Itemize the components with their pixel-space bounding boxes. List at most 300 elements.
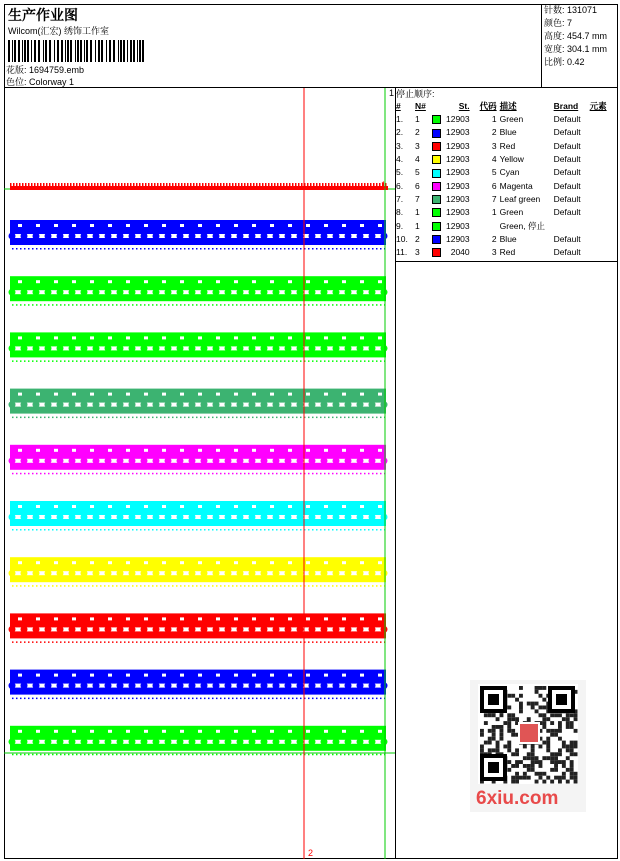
qr-module xyxy=(511,776,515,780)
qr-module xyxy=(546,745,550,749)
stop-sequence-table xyxy=(396,100,618,259)
qr-module xyxy=(542,772,546,776)
row-brand: Default xyxy=(553,114,581,125)
barcode-bar xyxy=(57,40,59,62)
color-swatch xyxy=(432,129,441,138)
qr-module xyxy=(523,772,527,776)
qr-module xyxy=(550,752,554,756)
qr-module xyxy=(519,702,523,706)
row-desc: Red xyxy=(499,247,516,258)
row-index: 2. xyxy=(396,127,404,138)
row-stitches: 12903 xyxy=(446,180,470,191)
qr-module xyxy=(507,729,511,733)
qr-module xyxy=(566,725,570,729)
qr-module xyxy=(531,748,535,752)
row-index: 11. xyxy=(396,247,408,258)
row-needle: 5 xyxy=(415,167,420,178)
stitch-band xyxy=(9,332,388,362)
stat-stitches: 针数: 131071 xyxy=(544,5,598,15)
barcode-bar xyxy=(84,40,85,62)
row-needle: 2 xyxy=(415,233,420,244)
qr-module xyxy=(542,717,546,721)
qr-module xyxy=(507,706,511,710)
qr-module xyxy=(554,752,558,756)
col-code: 代码 xyxy=(479,101,497,111)
qr-module xyxy=(492,729,496,733)
table-row xyxy=(396,113,618,126)
qr-module xyxy=(566,780,570,784)
qr-module xyxy=(500,713,504,717)
qr-module xyxy=(535,756,539,760)
qr-module xyxy=(519,776,523,780)
row-desc: Cyan xyxy=(499,167,520,178)
qr-module xyxy=(503,745,507,749)
qr-module xyxy=(574,717,578,721)
qr-module xyxy=(511,729,515,733)
barcode-bar xyxy=(98,40,100,62)
qr-module xyxy=(570,772,574,776)
table-row xyxy=(396,140,618,153)
qr-module xyxy=(566,768,570,772)
barcode-bar xyxy=(95,40,96,62)
barcode xyxy=(8,40,148,62)
axis-mark-bottom: 2 xyxy=(308,848,314,858)
qr-module xyxy=(554,713,558,717)
qr-module xyxy=(542,721,546,725)
table-row xyxy=(396,219,618,232)
row-stitches: 12903 xyxy=(446,233,470,244)
row-index: 4. xyxy=(396,154,404,165)
qr-module xyxy=(562,717,566,721)
design-file: 花版: 1694759.emb xyxy=(6,65,85,75)
barcode-bar xyxy=(8,40,10,62)
color-swatch xyxy=(432,142,441,151)
barcode-bar xyxy=(106,40,107,62)
qr-module xyxy=(539,760,543,764)
qr-module xyxy=(570,748,574,752)
barcode-bar xyxy=(120,40,122,62)
qr-module xyxy=(500,733,504,737)
qr-module xyxy=(492,748,496,752)
row-desc: Red xyxy=(499,140,516,151)
barcode-bar xyxy=(70,40,72,62)
row-brand: Default xyxy=(553,140,581,151)
qr-module xyxy=(515,748,519,752)
qr-module xyxy=(546,748,550,752)
row-desc: Magenta xyxy=(499,180,533,191)
color-swatch xyxy=(432,155,441,164)
qr-module xyxy=(507,694,511,698)
qr-module xyxy=(546,737,550,741)
qr-module xyxy=(574,772,578,776)
qr-module xyxy=(558,760,562,764)
barcode-bar xyxy=(18,40,20,62)
qr-module xyxy=(542,713,546,717)
qr-module xyxy=(523,764,527,768)
row-index: 9. xyxy=(396,220,404,231)
stitch-band xyxy=(9,276,388,306)
qr-module xyxy=(531,752,535,756)
qr-module xyxy=(570,745,574,749)
qr-module xyxy=(511,764,515,768)
barcode-bar xyxy=(90,40,92,62)
table-header-row xyxy=(396,100,618,113)
qr-module xyxy=(531,706,535,710)
barcode-bar xyxy=(113,40,115,62)
qr-module xyxy=(511,713,515,717)
row-code: 7 xyxy=(491,193,497,204)
row-swatch xyxy=(432,233,446,246)
row-element xyxy=(590,140,618,153)
row-desc: Blue xyxy=(499,127,517,138)
qr-module xyxy=(562,760,566,764)
qr-module xyxy=(535,690,539,694)
watermark-brand: 6xiu.com xyxy=(476,788,559,809)
row-code: 2 xyxy=(491,233,497,244)
stitch-band xyxy=(9,389,388,419)
qr-module xyxy=(546,717,550,721)
qr-module xyxy=(496,741,500,745)
row-swatch xyxy=(432,166,446,179)
stop-sequence-panel xyxy=(396,88,618,259)
barcode-bar xyxy=(133,40,135,62)
qr-module xyxy=(515,717,519,721)
qr-module xyxy=(566,717,570,721)
row-stitches: 12903 xyxy=(446,154,470,165)
row-stitches: 12903 xyxy=(446,114,470,125)
qr-module xyxy=(550,768,554,772)
barcode-bar xyxy=(38,40,40,62)
barcode-bar xyxy=(123,40,125,62)
qr-module xyxy=(531,745,535,749)
row-desc: Leaf green xyxy=(499,193,541,204)
qr-module xyxy=(550,729,554,733)
color-swatch xyxy=(432,195,441,204)
table-row xyxy=(396,179,618,192)
stat-width: 宽度: 304.1 mm xyxy=(544,44,608,54)
qr-module xyxy=(527,717,531,721)
row-brand: Default xyxy=(553,154,581,165)
table-row xyxy=(396,126,618,139)
qr-module xyxy=(511,752,515,756)
qr-module xyxy=(535,772,539,776)
design-canvas xyxy=(4,88,395,859)
qr-module xyxy=(500,737,504,741)
color-swatch xyxy=(432,208,441,217)
qr-module xyxy=(554,764,558,768)
qr-module xyxy=(496,717,500,721)
row-swatch xyxy=(432,126,446,139)
qr-module xyxy=(511,694,515,698)
color-swatch xyxy=(432,235,441,244)
qr-module xyxy=(554,756,558,760)
qr-module xyxy=(542,686,546,690)
table-row xyxy=(396,233,618,246)
qr-module xyxy=(511,733,515,737)
qr-module xyxy=(492,725,496,729)
barcode-bar xyxy=(118,40,119,62)
color-swatch xyxy=(432,182,441,191)
stitch-band xyxy=(9,220,388,250)
qr-logo xyxy=(520,724,538,742)
col-element: 元素 xyxy=(589,101,607,111)
row-brand: Default xyxy=(553,233,581,244)
embroidery-preview xyxy=(4,88,395,859)
color-swatch xyxy=(432,222,441,231)
row-brand: Default xyxy=(553,247,581,258)
qr-module xyxy=(570,713,574,717)
stop-sequence-title: 停止顺序: xyxy=(396,89,435,99)
row-needle: 6 xyxy=(415,180,420,191)
qr-module xyxy=(492,737,496,741)
stat-scale: 比例: 0.42 xyxy=(544,57,585,67)
stat-height: 高度: 454.7 mm xyxy=(544,31,608,41)
qr-module xyxy=(535,780,539,784)
qr-module xyxy=(519,760,523,764)
col-stitches: St. xyxy=(458,101,470,111)
row-element xyxy=(590,113,618,126)
qr-module xyxy=(539,772,543,776)
row-needle: 3 xyxy=(415,247,420,258)
barcode-bar xyxy=(61,40,63,62)
row-swatch xyxy=(432,113,446,126)
qr-module xyxy=(492,733,496,737)
qr-module xyxy=(558,725,562,729)
row-element xyxy=(590,246,618,259)
qr-module xyxy=(542,725,546,729)
barcode-bar xyxy=(101,40,103,62)
row-needle: 7 xyxy=(415,193,420,204)
table-row xyxy=(396,166,618,179)
qr-module xyxy=(562,772,566,776)
qr-module xyxy=(570,776,574,780)
qr-module xyxy=(519,694,523,698)
row-stitches: 12903 xyxy=(446,127,470,138)
qr-module xyxy=(496,725,500,729)
qr-module xyxy=(542,780,546,784)
qr-module xyxy=(527,756,531,760)
qr-module xyxy=(546,741,550,745)
qr-module xyxy=(562,764,566,768)
page-title: 生产作业图 xyxy=(8,7,78,23)
header xyxy=(4,4,618,88)
qr-module xyxy=(488,713,492,717)
barcode-bar xyxy=(67,40,69,62)
table-row xyxy=(396,206,618,219)
qr-module xyxy=(515,752,519,756)
qr-module xyxy=(550,733,554,737)
qr-module xyxy=(562,741,566,745)
row-brand: Default xyxy=(553,193,581,204)
qr-module xyxy=(550,721,554,725)
barcode-bar xyxy=(45,40,47,62)
row-code: 6 xyxy=(491,180,497,191)
row-needle: 4 xyxy=(415,154,420,165)
col-brand: Brand xyxy=(553,101,579,111)
barcode-bar xyxy=(75,40,76,62)
qr-module xyxy=(554,776,558,780)
row-swatch xyxy=(432,179,446,192)
row-code: 1 xyxy=(491,207,497,218)
axis-mark-right: 1 xyxy=(381,180,387,190)
row-stitches: 12903 xyxy=(446,193,470,204)
qr-module xyxy=(550,780,554,784)
row-desc: Green, 停止 xyxy=(499,220,545,231)
qr-module xyxy=(507,713,511,717)
barcode-bar xyxy=(130,40,132,62)
row-code: 3 xyxy=(491,140,497,151)
qr-module xyxy=(515,764,519,768)
row-index: 8. xyxy=(396,207,404,218)
stitch-band xyxy=(9,613,388,643)
qr-module xyxy=(535,760,539,764)
qr-module xyxy=(566,713,570,717)
row-brand: Default xyxy=(553,127,581,138)
qr-module xyxy=(488,729,492,733)
qr-module xyxy=(554,729,558,733)
qr-module xyxy=(554,768,558,772)
table-row xyxy=(396,246,618,259)
qr-module xyxy=(496,748,500,752)
row-brand xyxy=(554,219,590,232)
qr-module xyxy=(554,760,558,764)
qr-module xyxy=(546,729,550,733)
qr-module xyxy=(531,768,535,772)
qr-module xyxy=(566,745,570,749)
row-index: 6. xyxy=(396,180,404,191)
qr-module xyxy=(480,748,484,752)
barcode-bar xyxy=(31,40,32,62)
qr-module xyxy=(546,776,550,780)
stitch-band xyxy=(9,726,388,756)
row-stitches: 2040 xyxy=(450,247,470,258)
barcode-bar xyxy=(34,40,36,62)
qr-module xyxy=(574,713,578,717)
qr-module xyxy=(507,748,511,752)
qr-module xyxy=(515,772,519,776)
qr-module xyxy=(570,721,574,725)
row-element xyxy=(590,219,618,232)
row-index: 1. xyxy=(396,114,404,125)
qr-module xyxy=(484,741,488,745)
qr-module xyxy=(566,721,570,725)
table-row xyxy=(396,193,618,206)
row-needle: 1 xyxy=(415,207,420,218)
color-swatch xyxy=(432,115,441,124)
stitch-band xyxy=(10,183,388,190)
qr-module xyxy=(558,713,562,717)
stitch-band xyxy=(9,501,388,531)
row-brand: Default xyxy=(553,180,581,191)
qr-module xyxy=(558,752,562,756)
row-code: 1 xyxy=(491,114,497,125)
row-stitches: 12903 xyxy=(446,140,470,151)
qr-module xyxy=(531,702,535,706)
stats-panel xyxy=(541,4,619,88)
qr-module xyxy=(531,764,535,768)
qr-module xyxy=(507,725,511,729)
qr-module xyxy=(507,741,511,745)
col-index: # xyxy=(396,101,401,111)
qr-module xyxy=(500,725,504,729)
qr-module xyxy=(480,733,484,737)
color-swatch xyxy=(432,169,441,178)
qr-module xyxy=(480,745,484,749)
row-brand: Default xyxy=(553,167,581,178)
qr-module xyxy=(550,760,554,764)
qr-module xyxy=(531,756,535,760)
qr-module xyxy=(558,729,562,733)
qr-module xyxy=(507,760,511,764)
qr-module xyxy=(500,729,504,733)
qr-module xyxy=(542,706,546,710)
qr-module xyxy=(558,780,562,784)
barcode-bar xyxy=(86,40,88,62)
row-code: 2 xyxy=(491,127,497,138)
qr-module xyxy=(558,776,562,780)
barcode-bar xyxy=(80,40,82,62)
barcode-bar xyxy=(22,40,23,62)
qr-module xyxy=(484,721,488,725)
qr-module xyxy=(511,780,515,784)
qr-module xyxy=(531,760,535,764)
row-brand: Default xyxy=(553,207,581,218)
qr-module xyxy=(527,764,531,768)
stitch-band xyxy=(9,445,388,475)
qr-module xyxy=(562,776,566,780)
company-name: Wilcom(汇宏) 绣饰工作室 xyxy=(8,26,109,36)
qr-module xyxy=(539,764,543,768)
qr-module xyxy=(539,686,543,690)
qr-module xyxy=(574,752,578,756)
col-desc: 描述 xyxy=(499,101,517,111)
barcode-bar xyxy=(65,40,66,62)
row-desc: Yellow xyxy=(499,154,524,165)
qr-module xyxy=(519,686,523,690)
stat-colors: 颜色: 7 xyxy=(544,18,573,28)
stitch-band xyxy=(9,557,388,587)
row-swatch xyxy=(432,219,446,232)
barcode-bar xyxy=(137,40,138,62)
qr-module xyxy=(539,694,543,698)
row-needle: 1 xyxy=(415,114,420,125)
qr-module xyxy=(515,698,519,702)
qr-module xyxy=(546,756,550,760)
row-desc: Blue xyxy=(499,233,517,244)
row-stitches: 12903 xyxy=(446,207,470,218)
qr-module xyxy=(515,780,519,784)
barcode-bar xyxy=(24,40,26,62)
qr-module xyxy=(539,745,543,749)
qr-module xyxy=(566,748,570,752)
stitch-band xyxy=(9,670,388,700)
qr-module xyxy=(527,776,531,780)
qr-module xyxy=(550,713,554,717)
row-swatch xyxy=(432,246,446,259)
row-index: 5. xyxy=(396,167,404,178)
qr-module xyxy=(535,686,539,690)
qr-module xyxy=(574,776,578,780)
qr-module xyxy=(539,776,543,780)
row-code: 3 xyxy=(491,247,497,258)
qr-module xyxy=(542,698,546,702)
qr-module xyxy=(535,702,539,706)
row-swatch xyxy=(432,193,446,206)
qr-module xyxy=(554,733,558,737)
row-element xyxy=(590,206,618,219)
qr-module xyxy=(542,756,546,760)
axis-mark-top: 1 xyxy=(389,88,395,98)
